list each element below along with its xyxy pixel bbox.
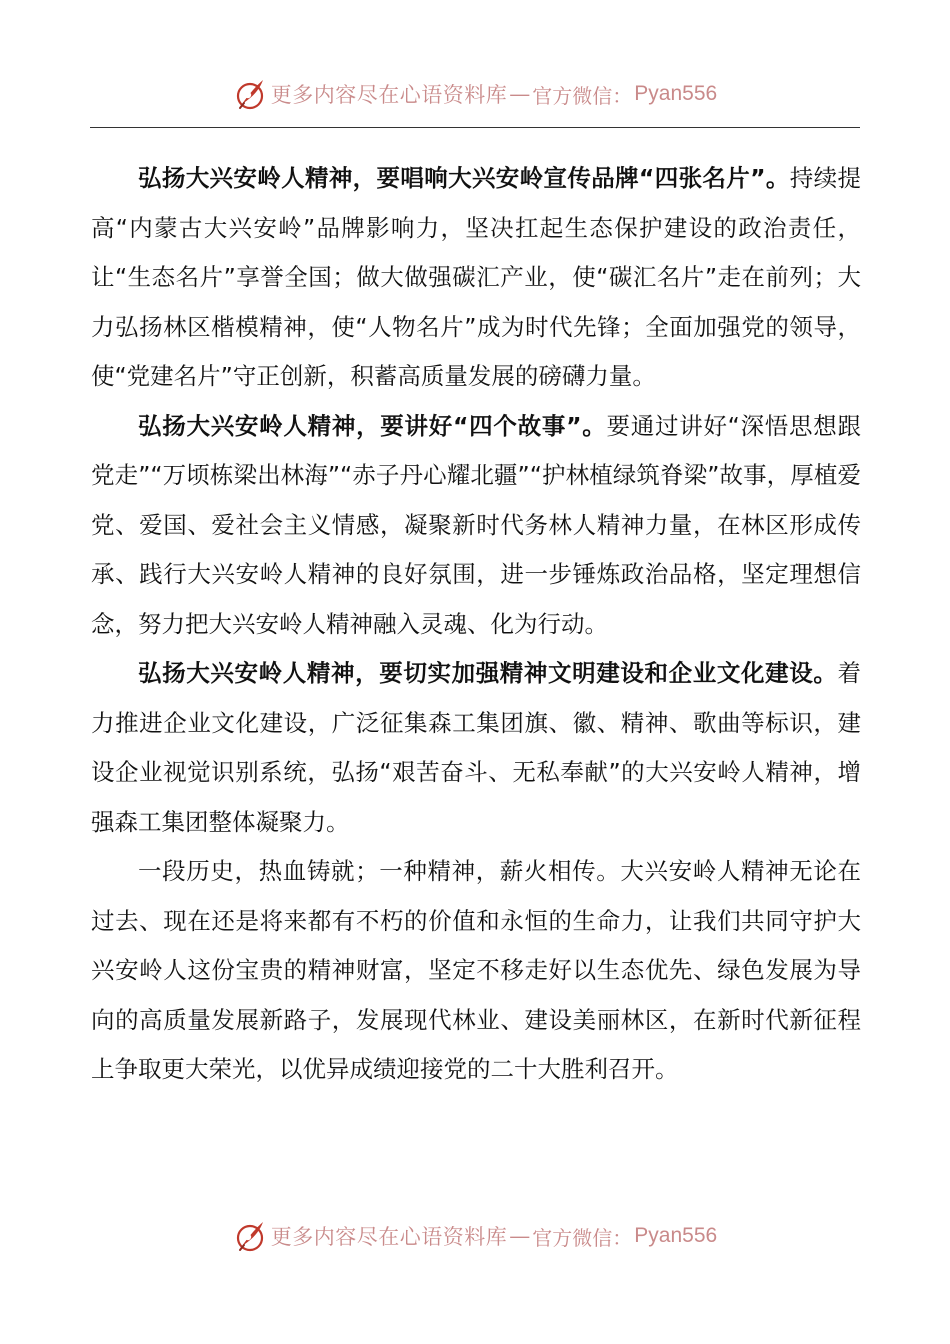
watermark-site-text: 更多内容尽在心语资料库 [270,83,508,107]
watermark-separator: — [509,82,531,106]
watermark-separator: — [509,1224,531,1248]
header-divider [90,127,860,128]
page-header-watermark [0,72,950,116]
paragraph-four-stories [91,402,861,650]
quill-pen-logo-icon [233,1219,267,1253]
watermark-contact-label: 官方微信： [532,1225,633,1250]
paragraph-lead: 弘扬大兴安岭人精神，要讲好“四个故事”。 [138,411,607,440]
paragraph-text: 要通过讲好“深悟思想跟党走”“万顷栋梁出林海”“赤子丹心耀北疆”“护林植绿筑脊梁”故事，厚植爱党、爱国、爱社会主义情感，凝聚新时代务林人精神力量，在林区形成传承、践行大兴安岭人精神的良好氛围，进一步锤炼政治品格，坚定理想信念，努力把大兴安岭人精神融入灵魂、化为行动。 [91,411,861,638]
page-footer-watermark [0,1214,950,1258]
paragraph-text: 一段历史，热血铸就；一种精神，薪火相传。大兴安岭人精神无论在过去、现在还是将来都有不朽的价值和永恒的生命力，让我们共同守护大兴安岭人这份宝贵的精神财富，坚定不移走好以生态优先、绿色发展为导向的高质量发展新路子，发展现代林业、建设美丽林区，在新时代新征程上争取更大荣光，以优异成绩迎接党的二十大胜利召开。 [91,857,861,1083]
paragraph-culture-building [91,649,861,847]
paragraph-lead: 弘扬大兴安岭人精神，要切实加强精神文明建设和企业文化建设。 [138,659,838,687]
quill-pen-logo-icon [233,77,267,111]
watermark-site-text: 更多内容尽在心语资料库 [270,1225,508,1249]
paragraph-text: 着力推进企业文化建设，广泛征集森工集团旗、徽、精神、歌曲等标识，建设企业视觉识别系统，弘扬“艰苦奋斗、无私奉献”的大兴安岭人精神，增强森工集团整体凝聚力。 [91,659,861,836]
paragraph-text: 持续提高“内蒙古大兴安岭”品牌影响力，坚决扛起生态保护建设的政治责任，让“生态名片”享誉全国；做大做强碳汇产业，使“碳汇名片”走在前列；大力弘扬林区楷模精神，使“人物名片”成为时代先锋；全面加强党的领导，使“党建名片”守正创新，积蓄高质量发展的磅礴力量。 [91,164,862,390]
watermark-contact-label: 官方微信： [532,83,633,108]
paragraph-lead: 弘扬大兴安岭人精神，要唱响大兴安岭宣传品牌“四张名片”。 [138,164,790,192]
document-body [91,154,861,1095]
paragraph-conclusion [91,847,861,1095]
paragraph-four-name-cards [91,154,861,402]
watermark-contact-id: Pyan556 [634,82,718,105]
watermark-contact-id: Pyan556 [634,1224,718,1247]
